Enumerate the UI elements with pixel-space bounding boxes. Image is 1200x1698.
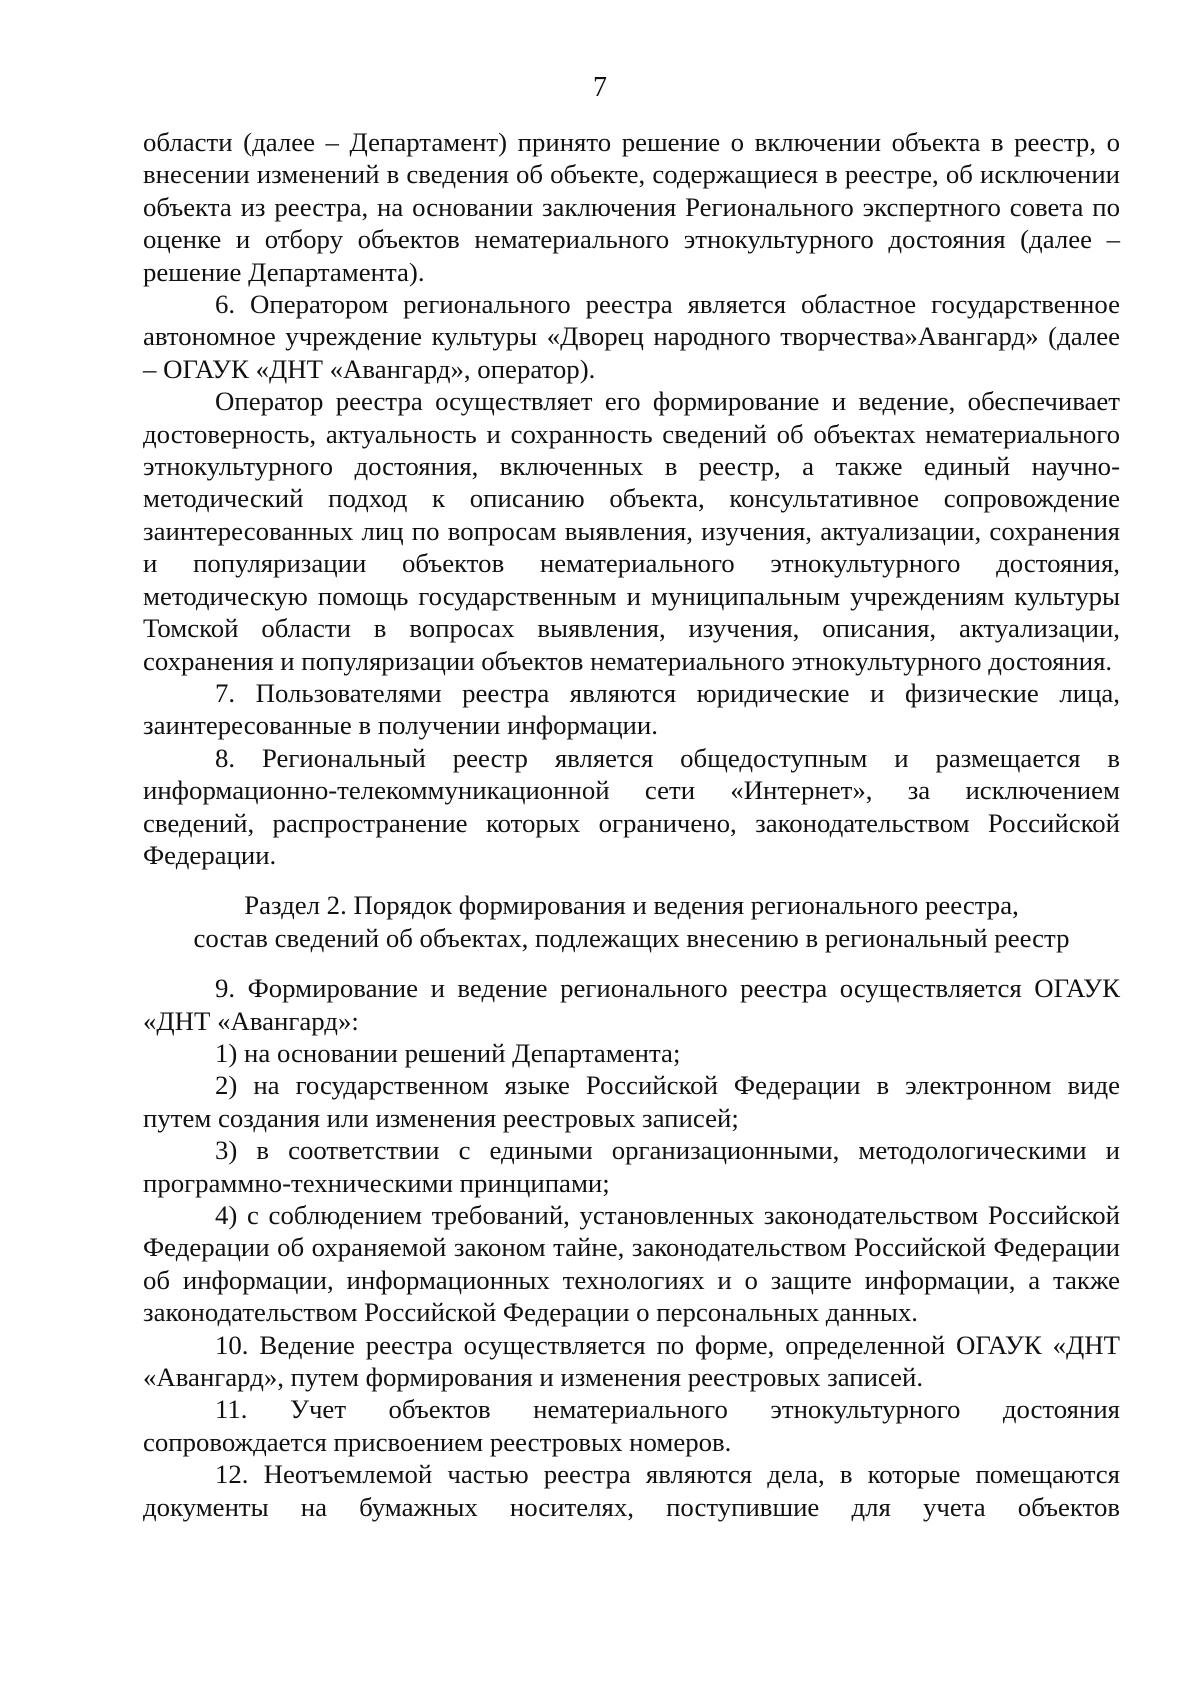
paragraph-8: 8. Региональный реестр является общедоступным и размещается в информационно-телекоммуникационной сети «Интернет», за исключением сведений, распространение которых ограничено, законодательством Российской Федерации. bbox=[143, 742, 1120, 870]
paragraph-9-item-4: 4) с соблюдением требований, установленных законодательством Российской Федерации об охраняемой законом тайне, законодательством Российской Федерации об информации, информационных технологиях и о защите информации, а также законодательством Российской Федерации о персональных данных. bbox=[143, 1200, 1120, 1328]
paragraph-9-item-1: 1) на основании решений Департамента; bbox=[215, 1037, 681, 1068]
paragraph-7: 7. Пользователями реестра являются юридические и физические лица, заинтересованные в получении информации. bbox=[143, 677, 1120, 741]
section-heading-line-2: состав сведений об объектах, подлежащих внесению в региональный реестр bbox=[193, 922, 1070, 953]
paragraph-12: 12. Неотъемлемой частью реестра являются дела, в которые помещаются документы на бумажных носителях, поступившие для учета объектов bbox=[143, 1459, 1120, 1522]
paragraph-9-item-2: 2) на государственном языке Российской Федерации в электронном виде путем создания или изменения реестровых записей; bbox=[143, 1070, 1120, 1133]
page-number: 7 bbox=[593, 72, 607, 103]
section-heading-line-1: Раздел 2. Порядок формирования и ведения регионального реестра, bbox=[244, 890, 1019, 921]
paragraph-9-item-3: 3) в соответствии с едиными организационными, методологическими и программно-техническими принципами; bbox=[143, 1135, 1120, 1198]
document-body bbox=[143, 126, 1120, 1523]
section-heading bbox=[143, 889, 1120, 954]
paragraph-11: 11. Учет объектов нематериального этнокультурного достояния сопровождается присвоением реестровых номеров. bbox=[143, 1394, 1120, 1457]
paragraph-10: 10. Ведение реестра осуществляется по форме, определенной ОГАУК «ДНТ «Авангард», путем формирования и изменения реестровых записей. bbox=[143, 1329, 1120, 1393]
paragraph-continuation: области (далее – Департамент) принято решение о включении объекта в реестр, о внесении изменений в сведения об объекте, содержащиеся в реестре, об исключении объекта из реестра, на основании заключения Регионального экспертного совета по оценке и отбору объектов нематериального этнокультурного достояния (далее – решение Департамента). bbox=[143, 127, 1120, 287]
paragraph-6-operator-duties: Оператор реестра осуществляет его формирование и ведение, обеспечивает достоверность, актуальность и сохранность сведений об объектах нематериального этнокультурного достояния, включенных в реестр, а также единый научно-методический подход к описанию объекта, консультативное сопровождение заинтересованных лиц по вопросам выявления, изучения, актуализации, сохранения и популяризации объектов нематериального этнокультурного достояния, методическую помощь государственным и муниципальным учреждениям культуры Томской области в вопросах выявления, изучения, описания, актуализации, сохранения и популяризации объектов нематериального этнокультурного достояния. bbox=[143, 386, 1120, 676]
paragraph-9: 9. Формирование и ведение регионального реестра осуществляется ОГАУК «ДНТ «Авангард»: bbox=[143, 973, 1120, 1036]
paragraph-6: 6. Оператором регионального реестра является областное государственное автономное учреждение культуры «Дворец народного творчества»Авангард» (далее – ОГАУК «ДНТ «Авангард», оператор). bbox=[143, 289, 1120, 384]
